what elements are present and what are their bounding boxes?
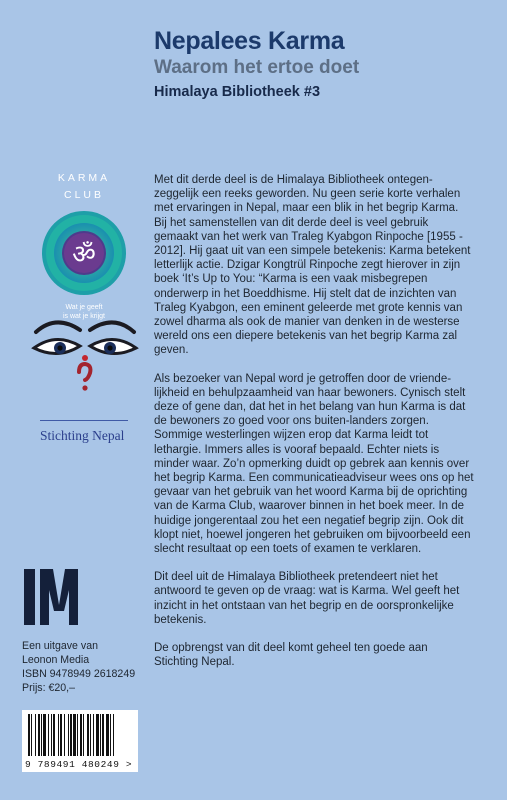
back-cover-text: [154, 173, 474, 684]
buddha-eyes-icon: [30, 310, 140, 415]
publisher-line-2: Leonon Media: [22, 654, 90, 666]
leonon-media-logo: [22, 567, 82, 632]
series-label: Himalaya Bibliotheek #3: [154, 84, 321, 100]
stichting-divider: [40, 420, 128, 421]
body-paragraph-1: Met dit derde deel is de Himalaya Bibliotheek ontegen-zeggelijk een reeks geworden. Nu geen serie korte verhalen met ervaringen in Nepal, maar een blik in het begrip Karma. Bij het samenstellen van dit derde deel is veel gebruik gemaakt van het werk van Traleg Kyabgon Rinpoche [1955 - 2012]. Hij gaat uit van een simpele betekenis: Karma betekent letterlijk actie. Dzigar Kongtrül Rinpoche zegt hierover in zijn boek ‘It’s Up to You: “Karma is een vaak misbegrepen onderwerp in het Boeddhisme. Hij stelt dat de inzichten van Traleg Kyabgon, een eminent geleerde met grote kennis van zowel dharma als ook de manier van denken in de westerse wereld ons een diepere betekenis van het begrip Karma zal geven.: [154, 174, 471, 357]
barcode-bars: [28, 714, 132, 758]
barcode: [22, 710, 138, 772]
karma-tagline-2: is wat je krijgt: [62, 313, 105, 321]
publisher-line-1: Een uitgave van: [22, 640, 98, 652]
body-paragraph-4: De opbrengst van dit deel komt geheel ten goede aan Stichting Nepal.: [154, 642, 428, 669]
book-title: Nepalees Karma: [154, 27, 345, 55]
book-subtitle: Waarom het ertoe doet: [154, 57, 360, 78]
karma-logo-line2: CLUB: [63, 189, 104, 201]
karma-logo-line1: KARMA: [57, 172, 111, 184]
price-label: Prijs: €20,–: [22, 682, 75, 694]
karma-tagline-1: Wat je geeft: [65, 304, 103, 311]
isbn-label: ISBN 9478949 2618249: [22, 668, 136, 680]
body-paragraph-3: Dit deel uit de Himalaya Bibliotheek pretendeert niet het antwoord te geven op de vraag: wat is Karma. Wel geeft het inzicht in het ontstaan van het begrip en de oorspronkelijke betekenis.: [154, 571, 460, 626]
svg-text:ॐ: ॐ: [72, 240, 96, 270]
karma-club-logo: [38, 172, 130, 321]
publisher-info: [22, 639, 135, 695]
barcode-digits: 9 789491 480249 >: [25, 759, 133, 770]
stichting-nepal-logo: Stichting Nepal: [40, 428, 125, 443]
om-icon: [42, 211, 126, 295]
body-paragraph-2: Als bezoeker van Nepal word je getroffen door de vriende-lijkheid en behulpzaamheid van haar bewoners. Cynisch stelt deze of gene dan, dat het in het belang van hun Karma is dat de bewoners zo goed voor ons buiten-landers zorgen. Sommige westerlingen wijzen erop dat Karma leidt tot lethargie. Immers alles is vooraf bepaald. Echter niets is minder waar. Zo’n opmerking duidt op gebrek aan kennis over het begrip Karma. Een communicatieadviseur wees ons op het gevaar van het gebruik van het woord Karma bij de oprichting van de Karma Club, waarover binnen in het boek meer. In de huidige jongerentaal zou het een negatief begrip zijn. Ook dit klopt niet, hoewel jongeren het gebruiken om bijvoorbeeld een slecht resultaat op een toets of examen te verklaren.: [154, 372, 474, 556]
